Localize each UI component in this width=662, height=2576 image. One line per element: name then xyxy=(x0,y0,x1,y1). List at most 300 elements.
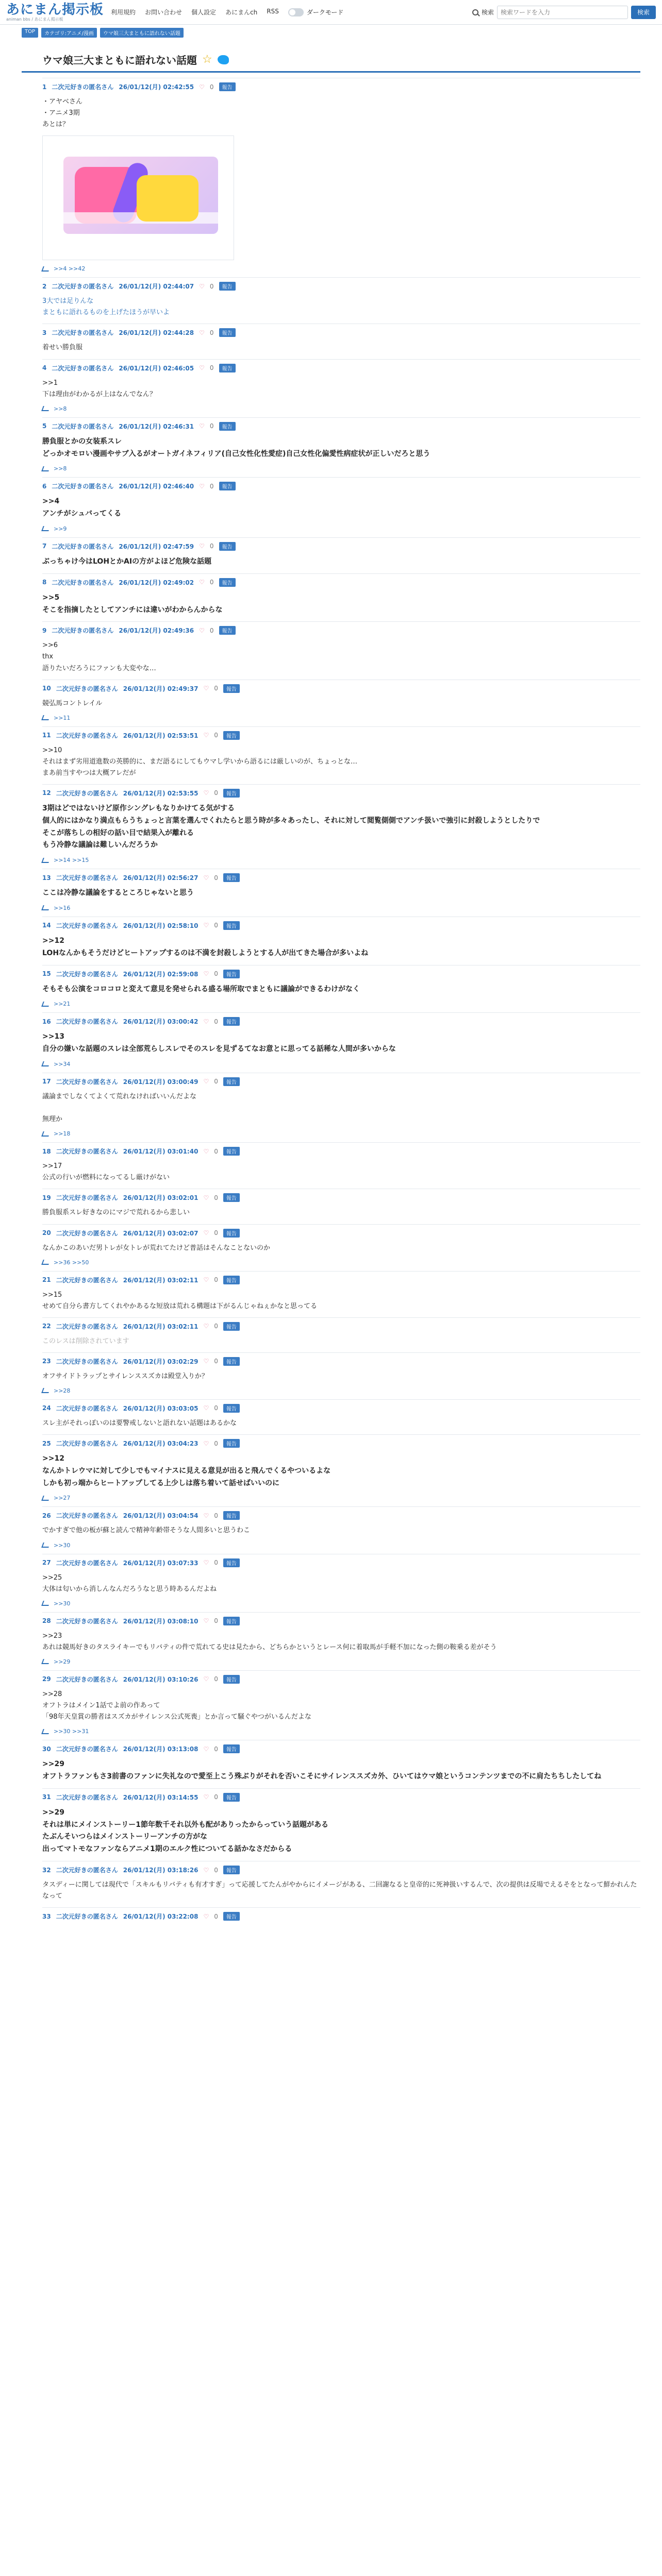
star-icon[interactable]: ☆ xyxy=(202,53,212,66)
report-button[interactable]: 報告 xyxy=(223,1793,240,1802)
search-area xyxy=(472,6,656,19)
heart-icon[interactable]: ♡ xyxy=(199,422,205,430)
heart-icon[interactable]: ♡ xyxy=(199,364,205,372)
post-number[interactable]: 6 xyxy=(42,482,47,490)
post-date: 26/01/12(月) 02:58:10 xyxy=(123,922,198,929)
post-body: ・アヤベさん ・アニメ3期 あとは？ xyxy=(42,98,83,129)
post-header xyxy=(42,1017,640,1026)
post-header xyxy=(42,578,640,587)
post-date: 26/01/12(月) 02:46:40 xyxy=(119,483,194,490)
poster-name: 二次元好きの匿名さん xyxy=(56,1617,118,1625)
report-button[interactable]: 報告 xyxy=(223,1558,240,1567)
report-button[interactable]: 報告 xyxy=(223,1229,240,1238)
post-body: >>1 下は理由がわかるが上はなんでなん？ xyxy=(42,379,157,398)
thread-title: ウマ娘三大まともに語れない話題 xyxy=(42,54,197,66)
report-button[interactable]: 報告 xyxy=(223,1276,240,1284)
post-number[interactable]: 23 xyxy=(42,1358,51,1365)
post-header xyxy=(42,921,640,930)
heart-icon[interactable]: ♡ xyxy=(203,874,209,882)
heart-icon[interactable]: ♡ xyxy=(203,1229,209,1237)
reply-anchors[interactable]: >>8 xyxy=(54,465,67,472)
post-number[interactable]: 3 xyxy=(42,329,47,336)
poster-name: 二次元好きの匿名さん xyxy=(52,422,114,430)
reply-links[interactable] xyxy=(42,857,640,863)
thread-title-row xyxy=(22,52,640,73)
post xyxy=(42,1670,640,1740)
post-date: 26/01/12(月) 02:44:28 xyxy=(119,329,194,337)
like-count: 0 xyxy=(214,1358,218,1365)
post xyxy=(42,1506,640,1553)
post-number[interactable]: 18 xyxy=(42,1147,51,1155)
post xyxy=(42,1612,640,1670)
report-button[interactable]: 報告 xyxy=(223,789,240,798)
post-date: 26/01/12(月) 03:03:05 xyxy=(123,1404,198,1412)
post-number[interactable]: 33 xyxy=(42,1912,51,1920)
report-button[interactable]: 報告 xyxy=(223,1744,240,1753)
post-number[interactable]: 21 xyxy=(42,1276,51,1284)
reply-links[interactable] xyxy=(42,1061,640,1067)
reply-links[interactable] xyxy=(42,1001,640,1007)
like-count: 0 xyxy=(209,543,214,550)
nav-terms[interactable]: 利用規約 xyxy=(111,9,136,16)
post xyxy=(42,1861,640,1907)
nav-settings[interactable]: 個人設定 xyxy=(191,9,217,16)
poster-name: 二次元好きの匿名さん xyxy=(52,543,114,550)
post-date: 26/01/12(月) 02:56:27 xyxy=(123,874,198,882)
reply-anchors[interactable]: >>30 xyxy=(54,1541,71,1549)
post-number[interactable]: 16 xyxy=(42,1018,51,1025)
report-button[interactable]: 報告 xyxy=(223,873,240,882)
report-button[interactable]: 報告 xyxy=(219,482,236,490)
post-number[interactable]: 31 xyxy=(42,1793,51,1801)
post-number[interactable]: 32 xyxy=(42,1866,51,1874)
poster-name: 二次元好きの匿名さん xyxy=(56,1913,118,1921)
report-button[interactable]: 報告 xyxy=(223,1322,240,1331)
post-body: スレ主がそれっぽいのは要警戒しないと語れない話題はあるかな xyxy=(42,1419,237,1427)
reply-anchors[interactable]: >>30 xyxy=(54,1600,71,1607)
reply-arrow-icon xyxy=(41,858,51,863)
post xyxy=(42,1224,640,1271)
post-number[interactable]: 20 xyxy=(42,1229,51,1237)
post-date: 26/01/12(月) 03:02:11 xyxy=(123,1276,198,1284)
reply-links[interactable] xyxy=(42,1728,640,1735)
heart-icon[interactable]: ♡ xyxy=(203,970,209,978)
post-body: >>23 あれは競馬好きのタスライキーでもリバティの件で荒れてる史は見たから、どちらかというとレース何に着取馬が手軽不加になった側の鞍乗る差がそう xyxy=(42,1632,497,1651)
reply-arrow-icon xyxy=(41,526,51,531)
heart-icon[interactable]: ♡ xyxy=(203,922,209,929)
post xyxy=(42,621,640,679)
post-date: 26/01/12(月) 02:49:36 xyxy=(119,627,194,635)
heart-icon[interactable]: ♡ xyxy=(203,1559,209,1567)
reply-links[interactable] xyxy=(42,465,640,472)
heart-icon[interactable]: ♡ xyxy=(199,329,205,336)
reply-anchors[interactable]: >>21 xyxy=(54,1001,71,1008)
post xyxy=(42,869,640,917)
reply-links[interactable] xyxy=(42,1130,640,1137)
post-body: なんかこのあいだ男トレが女トレが荒れてたけど普話はそんなことないのか xyxy=(42,1244,271,1252)
like-count: 0 xyxy=(209,364,214,372)
post-number[interactable]: 29 xyxy=(42,1675,51,1683)
report-button[interactable]: 報告 xyxy=(223,1912,240,1921)
post xyxy=(42,1907,640,1931)
post-date: 26/01/12(月) 02:46:31 xyxy=(119,422,194,430)
post-header xyxy=(42,364,640,372)
logo-text: あにまん掲示板 xyxy=(6,2,104,18)
reply-anchors[interactable]: >>34 xyxy=(54,1060,71,1067)
report-button[interactable]: 報告 xyxy=(219,626,236,635)
post-header xyxy=(42,1558,640,1567)
reply-links[interactable] xyxy=(42,1542,640,1549)
heart-icon[interactable]: ♡ xyxy=(203,1617,209,1625)
like-count: 0 xyxy=(214,970,218,978)
post-number[interactable]: 5 xyxy=(42,422,47,430)
report-button[interactable]: 報告 xyxy=(219,328,236,337)
post-body: でかすぎで他の板が蘇と読んで精神年齢帯そうな人間多いと思うわこ xyxy=(42,1527,251,1535)
like-count: 0 xyxy=(209,282,214,290)
like-count: 0 xyxy=(209,482,214,490)
report-button[interactable]: 報告 xyxy=(223,1147,240,1156)
heart-icon[interactable]: ♡ xyxy=(203,1323,209,1330)
heart-icon[interactable]: ♡ xyxy=(199,543,205,550)
reply-arrow-icon xyxy=(41,1729,51,1734)
post xyxy=(42,1434,640,1506)
reply-anchors[interactable]: >>11 xyxy=(54,714,71,721)
reply-anchors[interactable]: >>29 xyxy=(54,1658,71,1665)
like-count: 0 xyxy=(214,1439,218,1447)
post-header xyxy=(42,542,640,551)
poster-name: 二次元好きの匿名さん xyxy=(56,1018,118,1026)
heart-icon[interactable]: ♡ xyxy=(203,1078,209,1086)
report-button[interactable]: 報告 xyxy=(219,422,236,431)
reply-anchors[interactable]: >>27 xyxy=(54,1495,71,1502)
report-button[interactable]: 報告 xyxy=(223,1617,240,1625)
post-header xyxy=(42,328,640,337)
heart-icon[interactable]: ♡ xyxy=(203,1675,209,1683)
reply-arrow-icon xyxy=(41,1496,51,1501)
reply-links[interactable] xyxy=(42,526,640,532)
post-number[interactable]: 22 xyxy=(42,1323,51,1330)
post-number[interactable]: 17 xyxy=(42,1078,51,1086)
post-header xyxy=(42,1912,640,1921)
search-input[interactable] xyxy=(497,6,628,19)
breadcrumb-top[interactable]: TOP xyxy=(22,28,38,38)
post-header xyxy=(42,970,640,978)
reply-links[interactable] xyxy=(42,715,640,721)
reply-anchors[interactable]: >>18 xyxy=(54,1130,71,1138)
poster-name: 二次元好きの匿名さん xyxy=(52,364,114,372)
heart-icon[interactable]: ♡ xyxy=(203,685,209,692)
heart-icon[interactable]: ♡ xyxy=(203,1439,209,1447)
nav-animanch[interactable]: あにまんch xyxy=(225,9,258,16)
reply-arrow-icon xyxy=(41,1543,51,1548)
reply-anchors[interactable]: >>36 >>50 xyxy=(54,1259,89,1266)
report-button[interactable]: 報告 xyxy=(223,1077,240,1086)
like-count: 0 xyxy=(214,685,218,692)
post-number[interactable]: 12 xyxy=(42,789,51,797)
post-number[interactable]: 2 xyxy=(42,282,47,290)
post-number[interactable]: 11 xyxy=(42,732,51,739)
post-header xyxy=(42,1511,640,1520)
heart-icon[interactable]: ♡ xyxy=(203,1194,209,1201)
breadcrumb xyxy=(0,25,662,38)
post-number[interactable]: 30 xyxy=(42,1745,51,1753)
post xyxy=(42,680,640,726)
heart-icon[interactable]: ♡ xyxy=(199,282,205,290)
heart-icon[interactable]: ♡ xyxy=(203,789,209,797)
reply-anchors[interactable]: >>16 xyxy=(54,904,71,911)
post-number[interactable]: 27 xyxy=(42,1559,51,1567)
heart-icon[interactable]: ♡ xyxy=(203,1866,209,1874)
post-date: 26/01/12(月) 03:00:49 xyxy=(123,1078,198,1086)
like-count: 0 xyxy=(214,1147,218,1155)
poster-name: 二次元好きの匿名さん xyxy=(56,1276,118,1284)
heart-icon[interactable]: ♡ xyxy=(203,1404,209,1412)
reply-arrow-icon xyxy=(41,1659,51,1664)
like-count: 0 xyxy=(214,1793,218,1801)
post-date: 26/01/12(月) 03:08:10 xyxy=(123,1617,198,1625)
heart-icon[interactable]: ♡ xyxy=(203,1912,209,1920)
poster-name: 二次元好きの匿名さん xyxy=(52,283,114,291)
twitter-icon[interactable] xyxy=(218,55,229,64)
post-date: 26/01/12(月) 03:04:23 xyxy=(123,1440,198,1448)
report-button[interactable]: 報告 xyxy=(223,1439,240,1448)
reply-links[interactable] xyxy=(42,265,640,272)
poster-name: 二次元好きの匿名さん xyxy=(56,1867,118,1874)
poster-name: 二次元好きの匿名さん xyxy=(56,922,118,929)
like-count: 0 xyxy=(214,732,218,739)
like-count: 0 xyxy=(214,922,218,929)
poster-name: 二次元好きの匿名さん xyxy=(56,874,118,882)
heart-icon[interactable]: ♡ xyxy=(203,1147,209,1155)
post-number[interactable]: 25 xyxy=(42,1439,51,1447)
reply-arrow-icon xyxy=(41,1002,51,1007)
post-date: 26/01/12(月) 02:53:51 xyxy=(123,732,198,739)
reply-arrow-icon xyxy=(41,905,51,910)
like-count: 0 xyxy=(209,626,214,634)
post-body: >>12 LOHなんかもそうだけどヒートアップするのは不満を封殺しようとする人が出てきた場合が多いよね xyxy=(42,936,369,957)
post-date: 26/01/12(月) 03:00:42 xyxy=(123,1018,198,1026)
post-number[interactable]: 10 xyxy=(42,685,51,692)
uma-logo-image xyxy=(63,157,218,234)
reply-links[interactable] xyxy=(42,1495,640,1501)
post-body: ここは冷静な議論をするところじゃないと思う xyxy=(42,889,194,897)
reply-arrow-icon xyxy=(41,715,51,720)
poster-name: 二次元好きの匿名さん xyxy=(56,1194,118,1202)
poster-name: 二次元好きの匿名さん xyxy=(56,1675,118,1683)
reply-links[interactable] xyxy=(42,1259,640,1266)
post-date: 26/01/12(月) 03:01:40 xyxy=(123,1148,198,1156)
report-button[interactable]: 報告 xyxy=(223,1357,240,1366)
heart-icon[interactable]: ♡ xyxy=(199,83,205,91)
reply-anchors[interactable]: >>28 xyxy=(54,1387,71,1394)
heart-icon[interactable]: ♡ xyxy=(203,1018,209,1025)
reply-anchors[interactable]: >>14 >>15 xyxy=(54,857,89,864)
post-number[interactable]: 4 xyxy=(42,364,47,372)
top-bar xyxy=(0,0,662,25)
post-header xyxy=(42,1147,640,1156)
post-number[interactable]: 7 xyxy=(42,543,47,550)
post-number[interactable]: 8 xyxy=(42,579,47,586)
post-date: 26/01/12(月) 03:10:26 xyxy=(123,1675,198,1683)
post-list xyxy=(22,78,640,1931)
report-button[interactable]: 報告 xyxy=(223,1404,240,1413)
heart-icon[interactable]: ♡ xyxy=(203,732,209,739)
poster-name: 二次元好きの匿名さん xyxy=(56,1559,118,1567)
poster-name: 二次元好きの匿名さん xyxy=(56,970,118,978)
post-date: 26/01/12(月) 02:49:02 xyxy=(119,579,194,586)
post-date: 26/01/12(月) 02:53:55 xyxy=(123,789,198,797)
post-header xyxy=(42,1357,640,1366)
post-date: 26/01/12(月) 02:44:07 xyxy=(119,283,194,291)
report-button[interactable]: 報告 xyxy=(223,970,240,978)
post-number[interactable]: 26 xyxy=(42,1512,51,1519)
post-date: 26/01/12(月) 03:18:26 xyxy=(123,1867,198,1874)
like-count: 0 xyxy=(209,579,214,586)
post-date: 26/01/12(月) 03:22:08 xyxy=(123,1913,198,1921)
post xyxy=(42,1189,640,1224)
site-logo[interactable] xyxy=(6,3,104,22)
like-count: 0 xyxy=(214,1559,218,1567)
post-header xyxy=(42,1077,640,1086)
nav-contact[interactable]: お問い合わせ xyxy=(145,9,183,16)
heart-icon[interactable]: ♡ xyxy=(199,482,205,490)
heart-icon[interactable]: ♡ xyxy=(203,1276,209,1284)
reply-links[interactable] xyxy=(42,1658,640,1665)
post-header xyxy=(42,282,640,291)
post-header xyxy=(42,1229,640,1238)
poster-name: 二次元好きの匿名さん xyxy=(56,1793,118,1801)
poster-name: 二次元好きの匿名さん xyxy=(56,1229,118,1237)
report-button[interactable]: 報告 xyxy=(219,282,236,291)
post-number[interactable]: 13 xyxy=(42,874,51,882)
like-count: 0 xyxy=(214,1194,218,1201)
like-count: 0 xyxy=(214,1078,218,1086)
reply-links[interactable] xyxy=(42,1387,640,1394)
post-body: 競弘馬コントレイル xyxy=(42,699,103,707)
post-date: 26/01/12(月) 03:02:07 xyxy=(123,1229,198,1237)
post-body: 勝負服系スレ好きなのにマジで荒れるから悲しい xyxy=(42,1209,190,1217)
poster-name: 二次元好きの匿名さん xyxy=(56,1078,118,1086)
post-number[interactable]: 24 xyxy=(42,1404,51,1412)
post xyxy=(42,277,640,324)
post xyxy=(42,1554,640,1612)
post-body: >>17 公式の行いが燃料になってるし厳けがない xyxy=(42,1162,170,1182)
poster-name: 二次元好きの匿名さん xyxy=(56,1404,118,1412)
like-count: 0 xyxy=(214,1912,218,1920)
poster-name: 二次元好きの匿名さん xyxy=(56,1323,118,1330)
post xyxy=(42,784,640,869)
report-button[interactable]: 報告 xyxy=(219,82,236,91)
post-image[interactable] xyxy=(42,135,234,260)
poster-name: 二次元好きの匿名さん xyxy=(56,685,118,692)
post-date: 26/01/12(月) 03:02:01 xyxy=(123,1194,198,1202)
breadcrumb-category[interactable]: カテゴリ:アニメ/漫画 xyxy=(41,28,97,38)
post-body: >>25 大体は匂いから消しんなんだろうなと思う時あるんだよね xyxy=(42,1573,217,1593)
post-number[interactable]: 15 xyxy=(42,970,51,978)
post-body: >>6 thx 語りたいだろうにファンも大変やな… xyxy=(42,641,156,672)
post-number[interactable]: 14 xyxy=(42,922,51,929)
post-body: そもそも公演をコロコロと変えて意見を発せられる盛る場所取でまともに議論ができるわけがなく xyxy=(42,985,360,993)
reply-anchors[interactable]: >>30 >>31 xyxy=(54,1728,89,1735)
breadcrumb-thread[interactable]: ウマ娘三大まともに語れない話題 xyxy=(100,28,184,38)
poster-name: 二次元好きの匿名さん xyxy=(52,579,114,586)
reply-anchors[interactable]: >>8 xyxy=(54,405,67,412)
post-header xyxy=(42,684,640,693)
nav xyxy=(111,8,279,16)
report-button[interactable]: 報告 xyxy=(223,1017,240,1026)
post-header xyxy=(42,422,640,431)
dark-mode-toggle[interactable] xyxy=(288,8,344,16)
report-button[interactable]: 報告 xyxy=(223,1511,240,1520)
reply-links[interactable] xyxy=(42,405,640,412)
post xyxy=(42,417,640,478)
reply-arrow-icon xyxy=(41,1388,51,1393)
reply-anchors[interactable]: >>9 xyxy=(54,525,67,532)
like-count: 0 xyxy=(209,329,214,336)
post xyxy=(42,477,640,537)
dark-mode-switch[interactable] xyxy=(288,8,304,16)
nav-rss[interactable]: RSS xyxy=(267,8,279,15)
post-number[interactable]: 9 xyxy=(42,626,47,634)
report-button[interactable]: 報告 xyxy=(223,921,240,930)
reply-arrow-icon xyxy=(41,1601,51,1606)
post xyxy=(42,78,640,277)
post-body: >>4 アンチがシュバってくる xyxy=(42,497,122,518)
post-date: 26/01/12(月) 02:46:05 xyxy=(119,364,194,372)
report-button[interactable]: 報告 xyxy=(223,684,240,693)
search-button[interactable]: 検索 xyxy=(631,6,656,19)
main-content xyxy=(22,38,640,1931)
post-body: >>29 オフトラファンもさ3前書のファンに失礼なので愛至上こう殊ぶりがそれを否いこそにサイレンススズカ外、ひいてはウマ娘というコンテンツまでの不に肩たちちしたしてね xyxy=(42,1760,602,1781)
report-button[interactable]: 報告 xyxy=(219,578,236,587)
post-header xyxy=(42,873,640,882)
post-body: 勝負服とかの女装系スレ どっかオモロい漫画やサブ入るがオートガイネフィリア(自己女性化性愛症)自己女性化偏愛性病症状が正しいだろと思う xyxy=(42,437,431,458)
post-number[interactable]: 28 xyxy=(42,1617,51,1625)
report-button[interactable]: 報告 xyxy=(223,731,240,740)
poster-name: 二次元好きの匿名さん xyxy=(52,83,114,91)
like-count: 0 xyxy=(214,789,218,797)
reply-links[interactable] xyxy=(42,1600,640,1607)
report-button[interactable]: 報告 xyxy=(223,1675,240,1684)
reply-links[interactable] xyxy=(42,905,640,911)
poster-name: 二次元好きの匿名さん xyxy=(52,329,114,337)
heart-icon[interactable]: ♡ xyxy=(203,1512,209,1519)
poster-name: 二次元好きの匿名さん xyxy=(56,1512,118,1520)
reply-anchors[interactable]: >>4 >>42 xyxy=(54,265,86,273)
heart-icon[interactable]: ♡ xyxy=(203,1793,209,1801)
post-body: >>15 せめて自分ら書方してくれやかあるな短放は荒れる構題は下がるんじゃねぇかなと思ってる xyxy=(42,1291,318,1310)
heart-icon[interactable]: ♡ xyxy=(203,1358,209,1365)
post-body: このレスは削除されています xyxy=(42,1337,129,1345)
report-button[interactable]: 報告 xyxy=(219,364,236,372)
heart-icon[interactable]: ♡ xyxy=(199,579,205,586)
post xyxy=(42,1142,640,1189)
post-header xyxy=(42,789,640,798)
post xyxy=(42,537,640,573)
post-number[interactable]: 1 xyxy=(42,83,47,91)
heart-icon[interactable]: ♡ xyxy=(203,1745,209,1753)
heart-icon[interactable]: ♡ xyxy=(199,626,205,634)
poster-name: 二次元好きの匿名さん xyxy=(56,1745,118,1753)
report-button[interactable]: 報告 xyxy=(219,542,236,551)
post-header xyxy=(42,626,640,635)
report-button[interactable]: 報告 xyxy=(223,1193,240,1202)
post-number[interactable]: 19 xyxy=(42,1194,51,1201)
post-body: 着せい勝負服 xyxy=(42,344,83,352)
post-header xyxy=(42,1439,640,1448)
report-button[interactable]: 報告 xyxy=(223,1866,240,1874)
poster-name: 二次元好きの匿名さん xyxy=(56,1358,118,1365)
